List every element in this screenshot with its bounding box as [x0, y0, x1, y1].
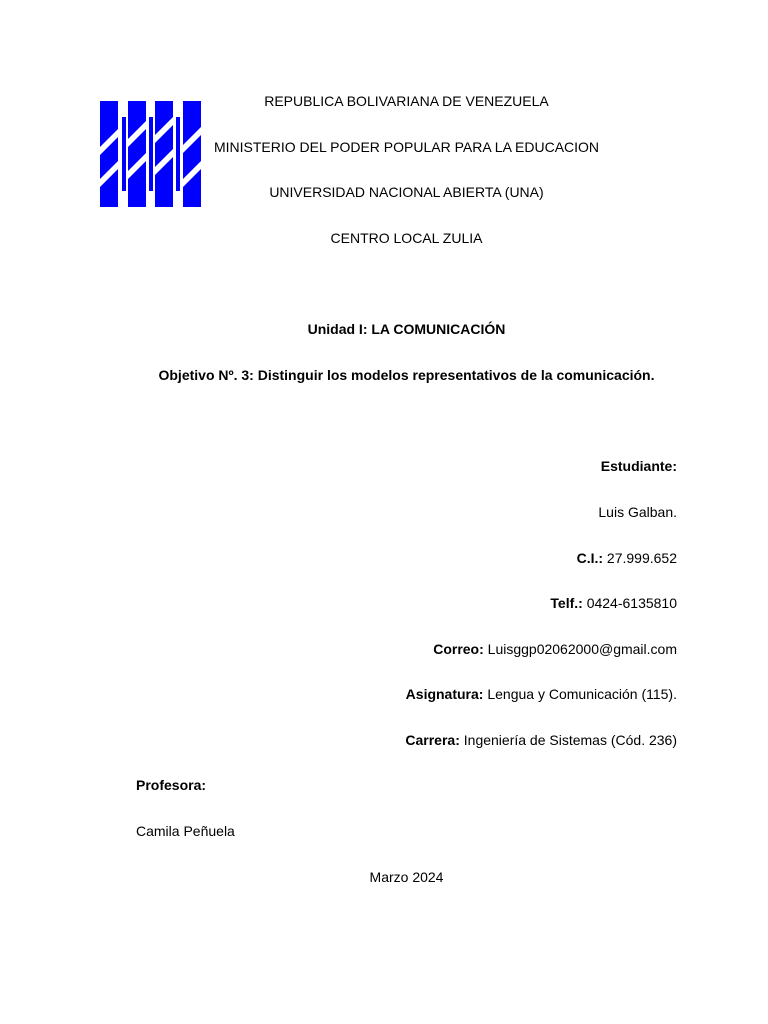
- student-subject: [406, 686, 677, 702]
- professor-name: Camila Peñuela: [136, 823, 235, 839]
- header-line-university: UNIVERSIDAD NACIONAL ABIERTA (UNA): [269, 184, 544, 200]
- header-line-center: CENTRO LOCAL ZULIA: [330, 230, 483, 246]
- student-name: Luis Galban.: [598, 504, 677, 520]
- student-phone: [550, 595, 677, 611]
- header-line-ministry: MINISTERIO DEL PODER POPULAR PARA LA EDUCACION: [213, 139, 600, 155]
- header-line-republic: REPUBLICA BOLIVARIANA DE VENEZUELA: [264, 93, 549, 109]
- ci-label: C.I.:: [576, 550, 604, 566]
- subject-label: Asignatura:: [405, 686, 484, 702]
- phone-value: 0424-6135810: [586, 595, 677, 611]
- phone-label: Telf.:: [550, 595, 583, 611]
- professor-heading: Profesora:: [136, 777, 207, 793]
- email-value: Luisggp02062000@gmail.com: [487, 641, 677, 657]
- student-career: [405, 732, 677, 748]
- career-label: Carrera:: [405, 732, 460, 748]
- student-email: [433, 641, 677, 657]
- career-value: Ingeniería de Sistemas (Cód. 236): [463, 732, 677, 748]
- unit-title: Unidad I: LA COMUNICACIÓN: [307, 321, 506, 337]
- subject-value: Lengua y Comunicación (115).: [487, 686, 677, 702]
- student-heading: Estudiante:: [600, 458, 677, 474]
- email-label: Correo:: [433, 641, 484, 657]
- ci-value: 27.999.652: [606, 550, 677, 566]
- document-date: Marzo 2024: [369, 869, 444, 885]
- objective-title: Objetivo Nº. 3: Distinguir los modelos representativos de la comunicación.: [158, 367, 655, 383]
- student-ci: [577, 550, 677, 566]
